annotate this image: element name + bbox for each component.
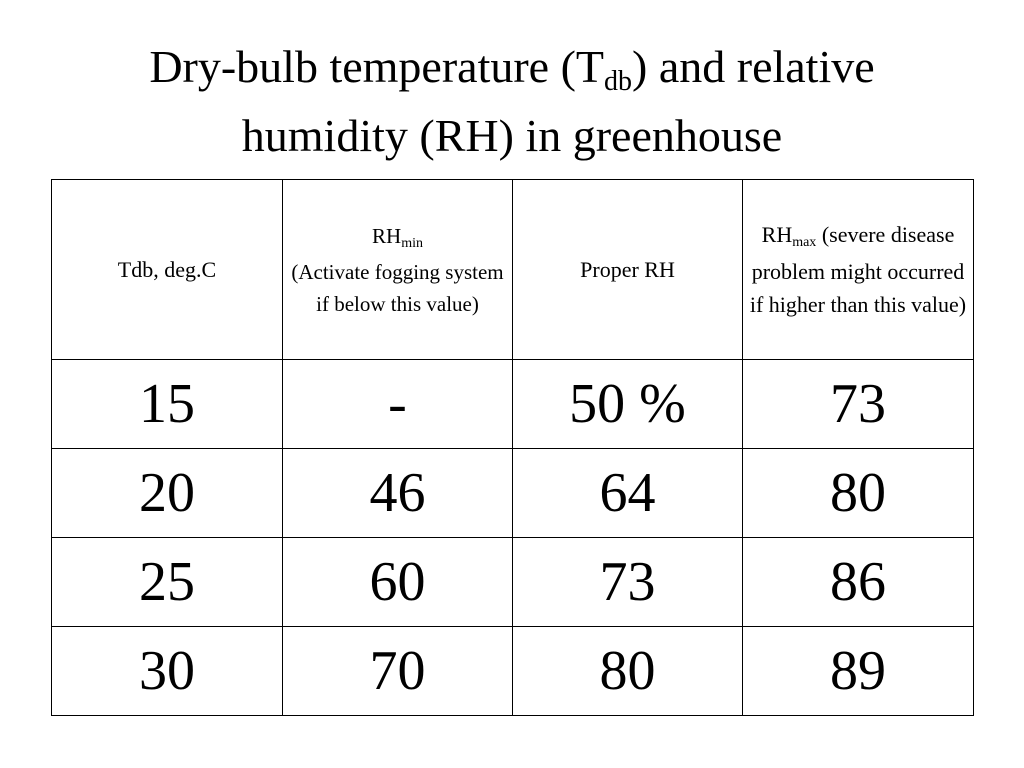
header-rhmin-note: (Activate fogging system if below this value) <box>291 259 504 316</box>
cell-rhmax: 73 <box>743 360 974 449</box>
title-text-part: ) and relative <box>632 41 875 92</box>
table-row <box>52 449 974 538</box>
cell-proper: 80 <box>513 627 743 716</box>
cell-rhmax: 89 <box>743 627 974 716</box>
header-tdb-label: Tdb, deg.C <box>117 257 217 282</box>
cell-proper: 73 <box>513 538 743 627</box>
header-proper <box>513 180 743 360</box>
header-rhmax-note: (severe disease problem might occurred if higher than this value) <box>749 222 967 317</box>
header-rhmax <box>743 180 974 360</box>
title-subscript: db <box>604 66 633 97</box>
table-row <box>52 538 974 627</box>
cell-rhmin: 60 <box>283 538 513 627</box>
header-rhmin-subscript: min <box>401 235 423 251</box>
cell-tdb: 30 <box>52 627 283 716</box>
cell-tdb: 15 <box>52 360 283 449</box>
cell-rhmin: - <box>283 360 513 449</box>
cell-proper: 50 % <box>513 360 743 449</box>
cell-tdb: 25 <box>52 538 283 627</box>
header-rhmax-main: RH <box>761 222 793 247</box>
table-row <box>52 627 974 716</box>
cell-rhmin: 70 <box>283 627 513 716</box>
header-rhmin-main: RH <box>372 223 402 248</box>
title-line-1 <box>0 36 1024 105</box>
header-tdb <box>52 180 283 360</box>
header-rhmin <box>283 180 513 360</box>
cell-proper: 64 <box>513 449 743 538</box>
header-rhmax-text <box>743 218 973 321</box>
slide-title <box>0 36 1024 167</box>
header-rhmin-text <box>283 220 512 320</box>
header-rhmax-subscript: max <box>792 235 817 250</box>
table-header-row <box>52 180 974 360</box>
title-text-part: Dry-bulb temperature (T <box>149 41 605 92</box>
title-line-2: humidity (RH) in greenhouse <box>241 110 783 161</box>
cell-tdb: 20 <box>52 449 283 538</box>
header-proper-label: Proper RH <box>580 257 675 282</box>
cell-rhmax: 86 <box>743 538 974 627</box>
table-row <box>52 360 974 449</box>
cell-rhmax: 80 <box>743 449 974 538</box>
rh-table <box>51 179 974 716</box>
cell-rhmin: 46 <box>283 449 513 538</box>
